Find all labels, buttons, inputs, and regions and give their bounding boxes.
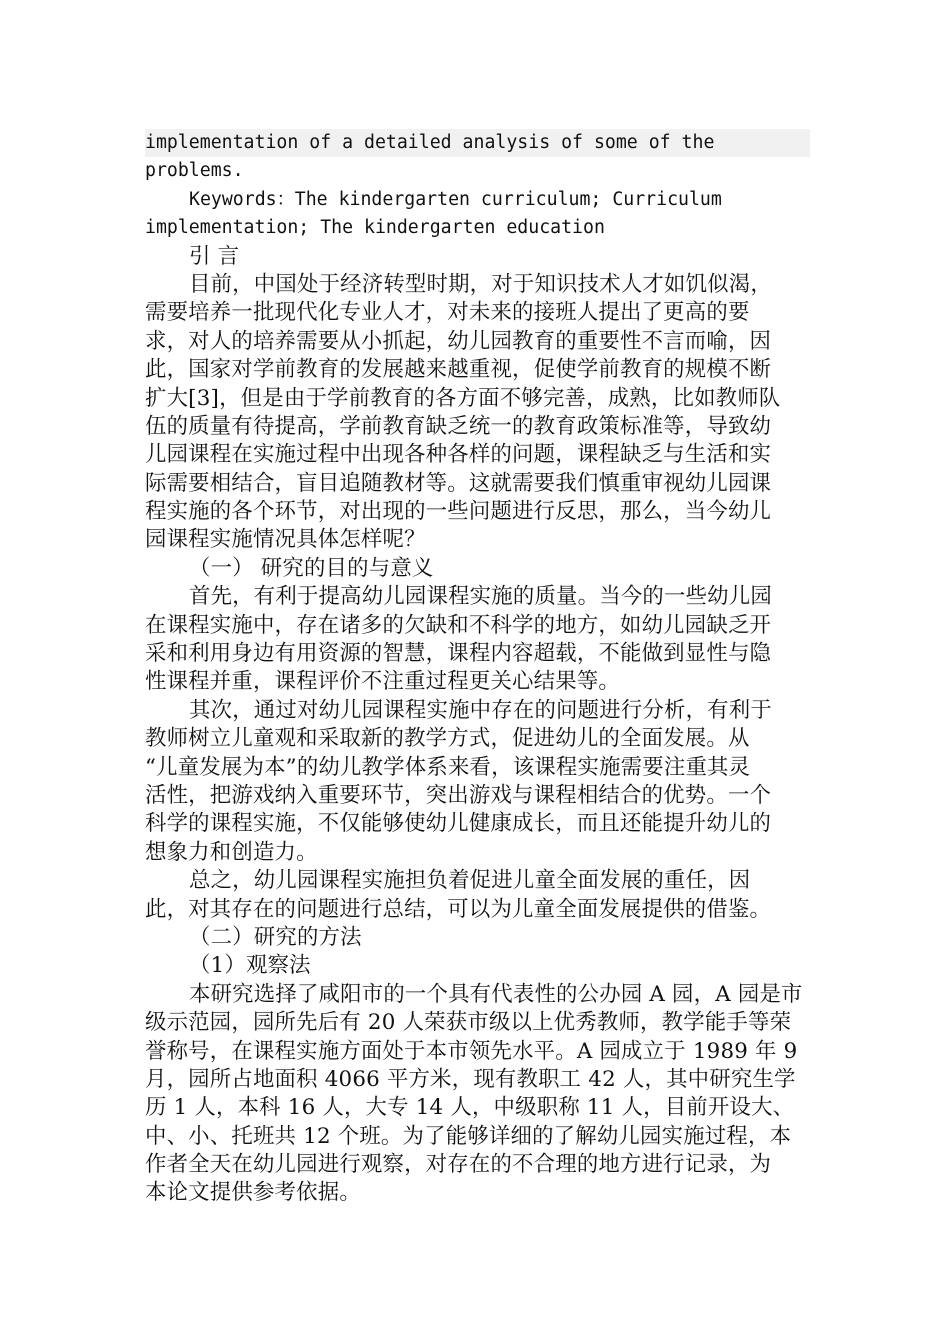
paragraph-line: 此，对其存在的问题进行总结，可以为儿童全面发展提供的借鉴。 (145, 896, 772, 922)
keywords-line: Keywords：The kindergarten curriculum; Curriculum (189, 188, 722, 210)
paragraph-line: 园课程实施情况具体怎样呢？ (145, 527, 426, 553)
paragraph-line: 想象力和创造力。 (145, 839, 318, 865)
paragraph-line: 儿园课程在实施过程中出现各种各样的问题，课程缺乏与生活和实 (145, 442, 772, 468)
document-page (145, 129, 810, 1208)
paragraph-line: 科学的课程实施，不仅能够使幼儿健康成长，而且还能提升幼儿的 (145, 811, 772, 837)
paragraph-line: 程实施的各个环节，对出现的一些问题进行反思，那么，当今幼儿 (145, 499, 772, 525)
paragraph-line: 伍的质量有待提高，学前教育缺乏统一的教育政策标准等，导致幼 (145, 413, 772, 439)
paragraph-line: 总之，幼儿园课程实施担负着促进儿童全面发展的重任，因 (189, 868, 751, 894)
paragraph-line: 首先，有利于提高幼儿园课程实施的质量。当今的一些幼儿园 (189, 584, 772, 610)
paragraph-line: 采和利用身边有用资源的智慧，课程内容超载，不能做到显性与隐 (145, 641, 772, 667)
paragraph-line: 月，园所占地面积 4066 平方米，现有教职工 42 人，其中研究生学 (145, 1066, 796, 1092)
paragraph-line: 本研究选择了咸阳市的一个具有代表性的公办园 A 园，A 园是市 (189, 981, 803, 1007)
paragraph-line: 际需要相结合，盲目追随教材等。这就需要我们慎重审视幼儿园课 (145, 470, 772, 496)
paragraph-line: 目前，中国处于经济转型时期，对于知识技术人才如饥似渴， (189, 271, 772, 297)
paragraph-line: 作者全天在幼儿园进行观察，对存在的不合理的地方进行记录，为 (145, 1152, 772, 1178)
intro-heading: 引 言 (189, 243, 240, 269)
paragraph-line: 需要培养一批现代化专业人才，对未来的接班人提出了更高的要 (145, 300, 750, 326)
paragraph-line: 求，对人的培养需要从小抓起，幼儿园教育的重要性不言而喻，因 (145, 328, 772, 354)
paragraph-line: 在课程实施中，存在诸多的欠缺和不科学的地方，如幼儿园缺乏开 (145, 612, 772, 638)
paragraph-line: 级示范园，园所先后有 20 人荣获市级以上优秀教师，教学能手等荣 (145, 1010, 792, 1036)
paragraph-line: 此，国家对学前教育的发展越来越重视，促使学前教育的规模不断 (145, 357, 772, 383)
section-heading: （一） 研究的目的与意义 (189, 555, 434, 581)
paragraph-line: 历 1 人，本科 16 人，大专 14 人，中级职称 11 人，目前开设大、 (145, 1095, 795, 1121)
paragraph-line: 扩大[3]，但是由于学前教育的各方面不够完善，成熟，比如教师队 (145, 385, 781, 411)
paragraph-line: 誉称号，在课程实施方面处于本市领先水平。A 园成立于 1989 年 9 (145, 1038, 798, 1064)
paragraph-line: 本论文提供参考依据。 (145, 1180, 361, 1206)
paragraph-line: 中、小、托班共 12 个班。为了能够详细的了解幼儿园实施过程，本 (145, 1123, 792, 1149)
abstract-line: problems. (145, 160, 244, 182)
keywords-line: implementation; The kindergarten education (145, 217, 605, 239)
paragraph-line: 活性，把游戏纳入重要环节，突出游戏与课程相结合的优势。一个 (145, 782, 772, 808)
paragraph-line: “儿童发展为本”的幼儿教学体系来看，该课程实施需要注重其灵 (145, 754, 751, 780)
paragraph-line: 教师树立儿童观和采取新的教学方式，促进幼儿的全面发展。从 (145, 726, 750, 752)
abstract-line: implementation of a detailed analysis of some of the (145, 129, 810, 157)
section-heading: （二）研究的方法 (189, 924, 362, 950)
paragraph-line: 其次，通过对幼儿园课程实施中存在的问题进行分析，有利于 (189, 697, 772, 723)
paragraph-line: 性课程并重，课程评价不注重过程更关心结果等。 (145, 669, 620, 695)
subsection-heading: （1）观察法 (189, 953, 311, 979)
